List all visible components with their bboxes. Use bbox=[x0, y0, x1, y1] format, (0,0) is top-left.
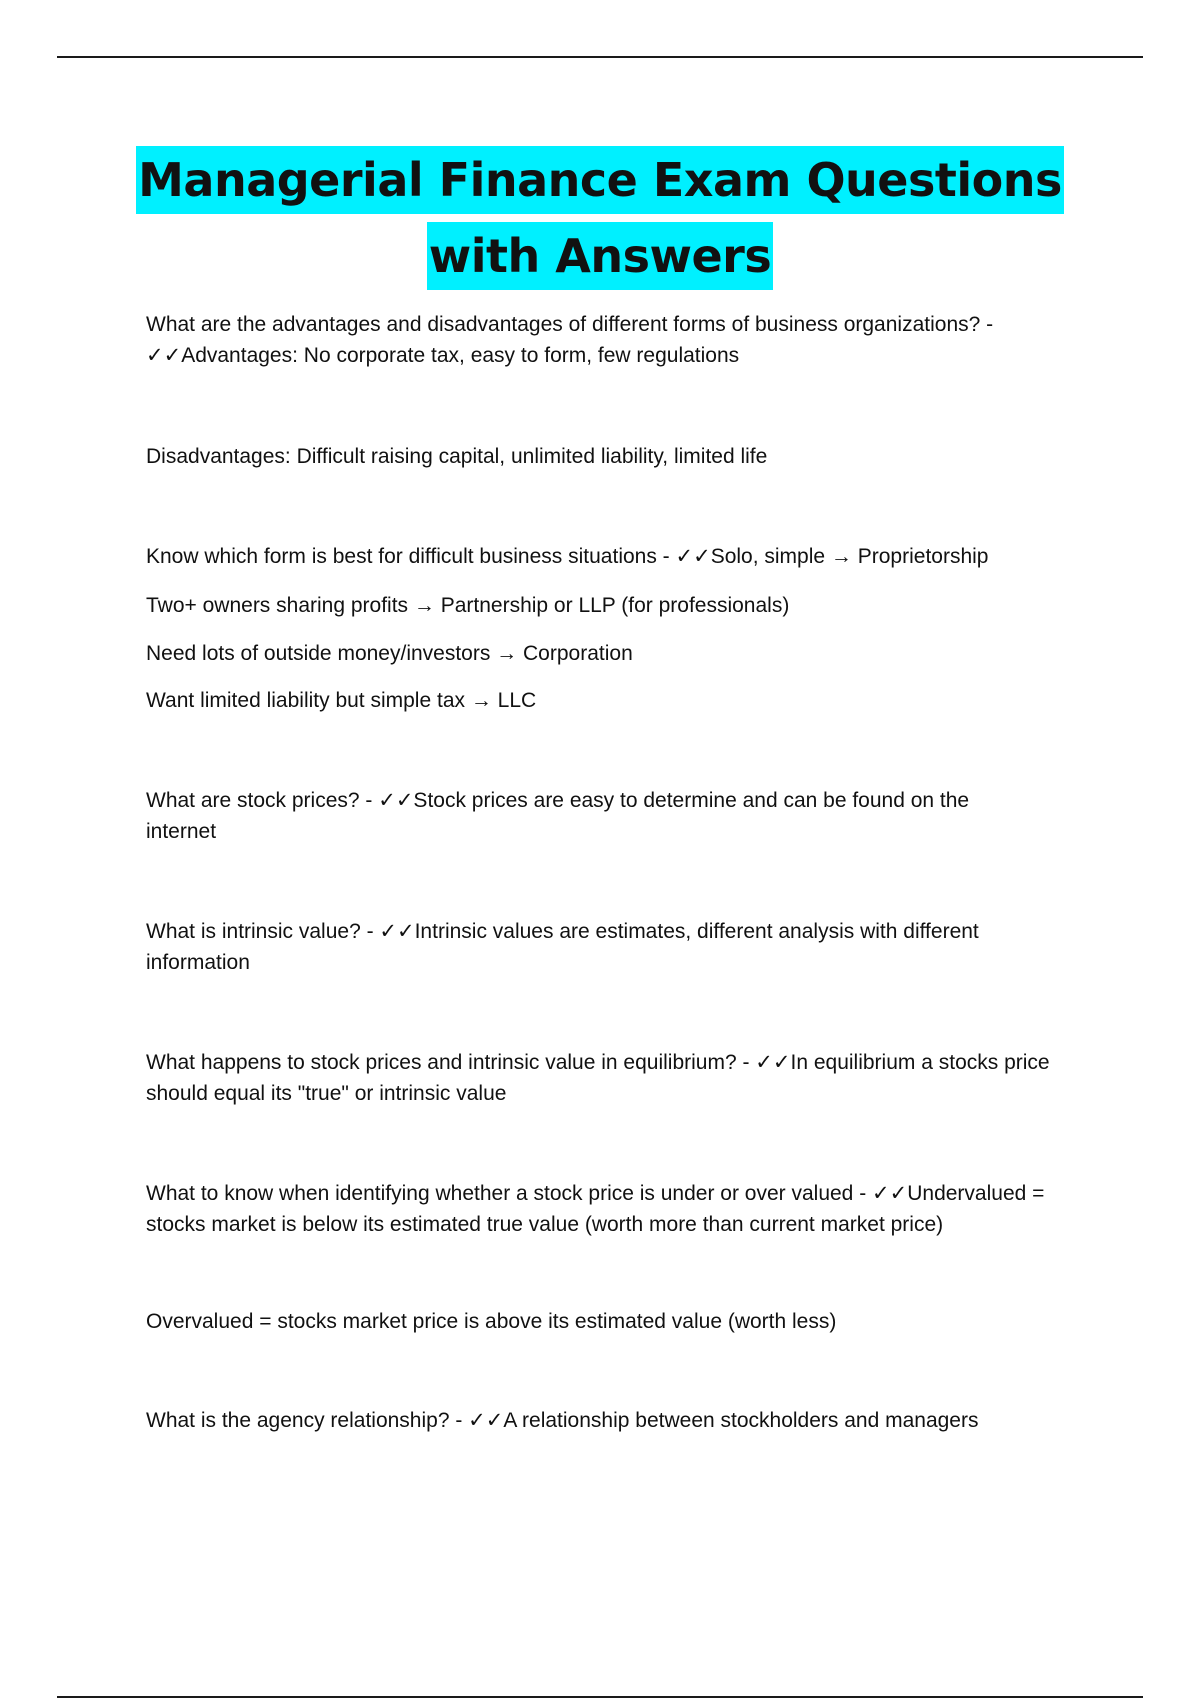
paragraph-advantages: What are the advantages and disadvantages of different forms of business organizations? - ✓✓Advantages: No corporate tax, easy to form, few regulations bbox=[146, 313, 999, 367]
paragraph-equilibrium: What happens to stock prices and intrinsic value in equilibrium? - ✓✓In equilibrium a stocks price should equal its "true" or intrinsic value bbox=[146, 1051, 1056, 1105]
paragraph-llc: Want limited liability but simple tax → LLC bbox=[146, 689, 537, 712]
title-line-2: with Answers bbox=[427, 222, 774, 290]
paragraph-best-form: Know which form is best for difficult business situations - ✓✓Solo, simple → Proprietorship bbox=[146, 545, 989, 568]
title-line-1: Managerial Finance Exam Questions bbox=[136, 146, 1064, 214]
paragraph-corporation: Need lots of outside money/investors → Corporation bbox=[146, 642, 633, 665]
paragraph-overvalued: Overvalued = stocks market price is above its estimated value (worth less) bbox=[146, 1310, 837, 1333]
paragraph-valuation: What to know when identifying whether a stock price is under or over valued - ✓✓Undervalued = stocks market is below its estimated true value (worth more than current market price) bbox=[146, 1182, 1051, 1236]
paragraph-stock-prices: What are stock prices? - ✓✓Stock prices are easy to determine and can be found on the internet bbox=[146, 789, 975, 843]
paragraph-intrinsic-value: What is intrinsic value? - ✓✓Intrinsic values are estimates, different analysis with different information bbox=[146, 920, 985, 974]
paragraph-agency: What is the agency relationship? - ✓✓A relationship between stockholders and managers bbox=[146, 1409, 979, 1432]
paragraph-disadvantages: Disadvantages: Difficult raising capital, unlimited liability, limited life bbox=[146, 445, 768, 468]
footer-rule bbox=[57, 1696, 1143, 1698]
paragraph-partnership: Two+ owners sharing profits → Partnership or LLP (for professionals) bbox=[146, 594, 790, 617]
